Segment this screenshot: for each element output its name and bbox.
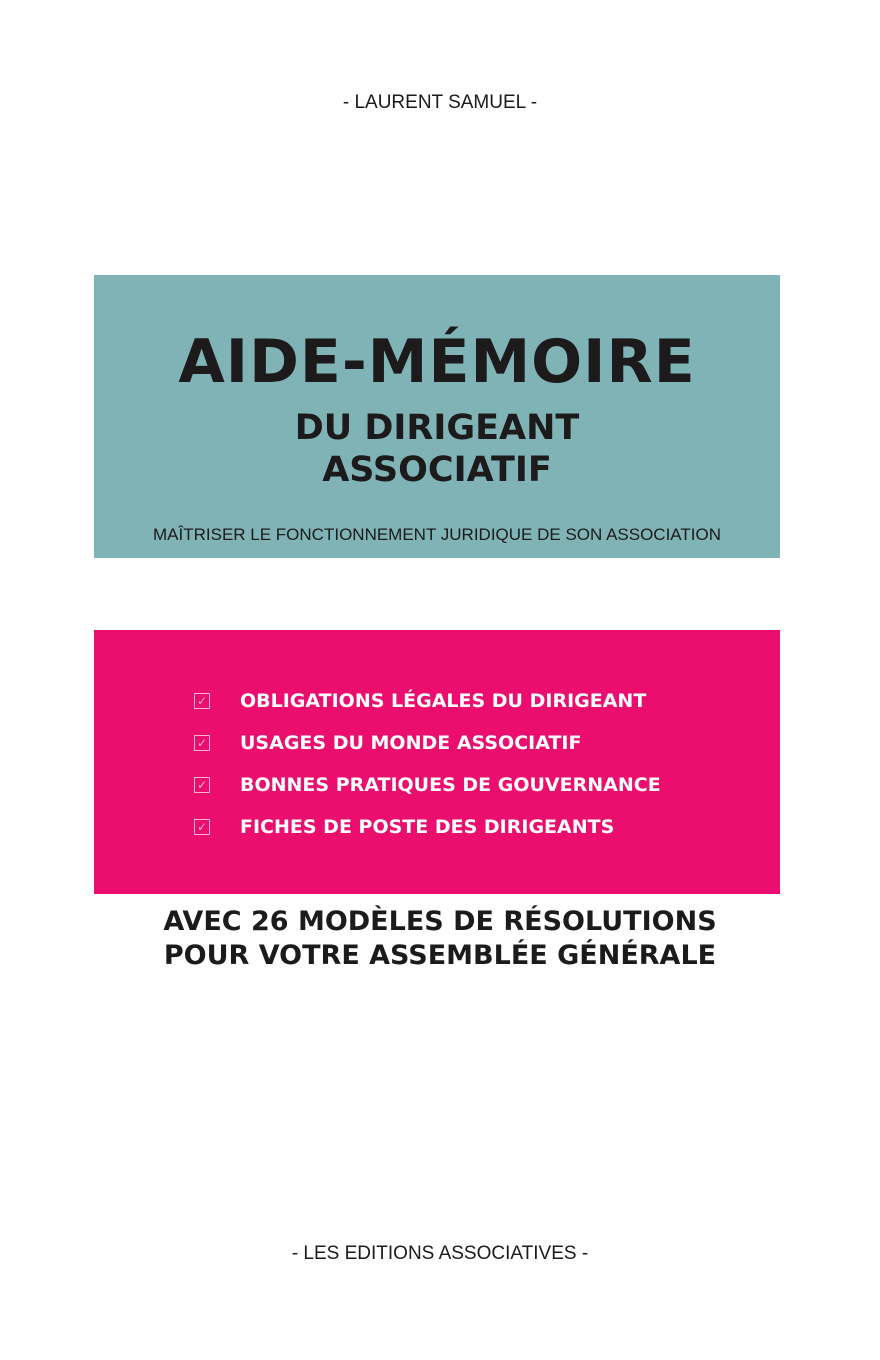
checkbox-checked-icon: ✓ (194, 819, 210, 835)
promo-text (0, 905, 880, 973)
promo-line-2: POUR VOTRE ASSEMBLÉE GÉNÉRALE (163, 940, 717, 971)
book-title: AIDE-MÉMOIRE (178, 327, 696, 397)
feature-label: OBLIGATIONS LÉGALES DU DIRIGEANT (240, 690, 647, 712)
features-panel (94, 630, 780, 894)
tagline: MAÎTRISER LE FONCTIONNEMENT JURIDIQUE DE SON ASSOCIATION (153, 525, 721, 544)
checkbox-checked-icon: ✓ (194, 693, 210, 709)
subtitle-line-1: DU DIRIGEANT (294, 408, 580, 448)
publisher: - LES EDITIONS ASSOCIATIVES - (291, 1243, 589, 1264)
author: - LAURENT SAMUEL - (342, 92, 538, 113)
promo-line-1: AVEC 26 MODÈLES DE RÉSOLUTIONS (163, 906, 717, 937)
feature-item (194, 816, 614, 838)
feature-label: BONNES PRATIQUES DE GOUVERNANCE (240, 774, 661, 796)
subtitle-line-2: ASSOCIATIF (322, 450, 552, 490)
feature-item (194, 690, 646, 712)
checkbox-checked-icon: ✓ (194, 735, 210, 751)
checkbox-checked-icon: ✓ (194, 777, 210, 793)
feature-item (194, 774, 661, 796)
feature-label: USAGES DU MONDE ASSOCIATIF (240, 732, 582, 754)
feature-item (194, 732, 581, 754)
book-subtitle (94, 407, 780, 491)
title-panel (94, 275, 780, 558)
feature-label: FICHES DE POSTE DES DIRIGEANTS (240, 816, 615, 838)
